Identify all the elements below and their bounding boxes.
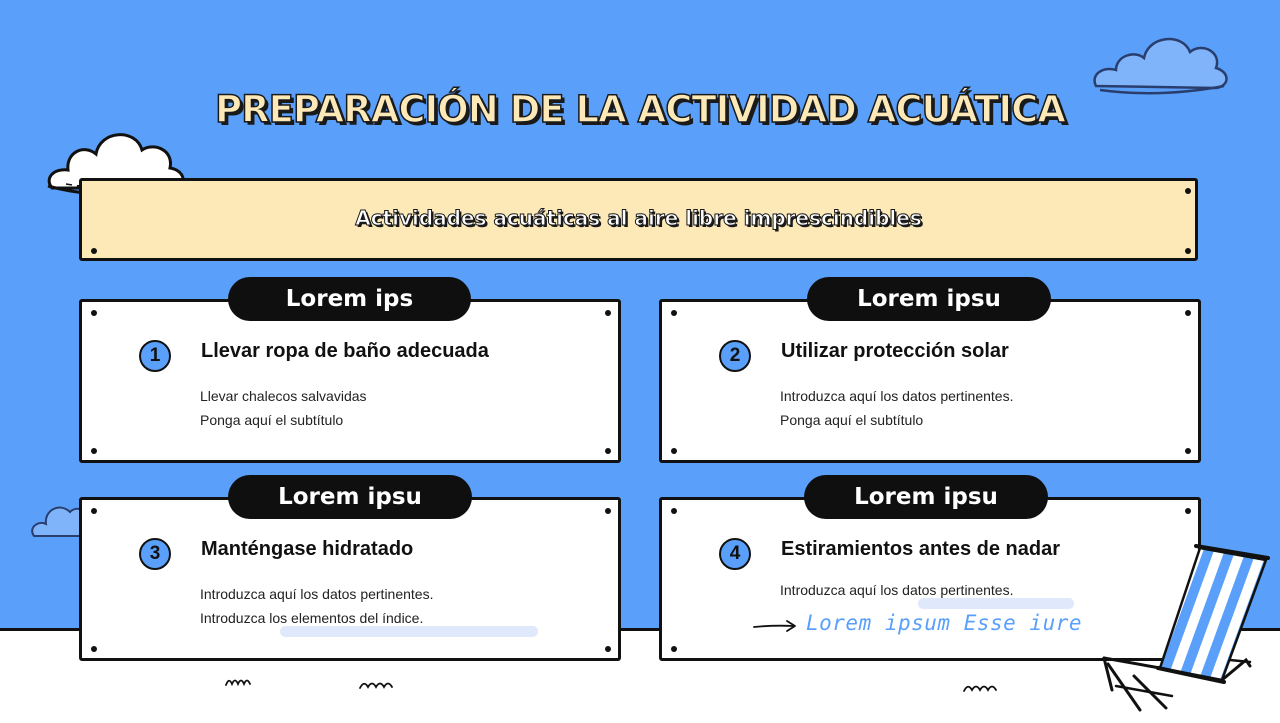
squiggle-icon	[962, 681, 1000, 693]
banner-text: Actividades acuáticas al aire libre imprescindibles	[355, 205, 922, 230]
deck-chair-icon	[1100, 540, 1270, 712]
corner-dot	[671, 310, 677, 316]
card-2	[659, 299, 1201, 463]
card-line: Introduzca los elementos del índice.	[200, 610, 424, 626]
corner-dot	[1185, 310, 1191, 316]
cloud-icon	[1090, 28, 1232, 94]
card-1	[79, 299, 621, 463]
corner-dot	[605, 448, 611, 454]
corner-dot	[91, 310, 97, 316]
step-number: 3	[139, 538, 171, 570]
step-number: 4	[719, 538, 751, 570]
corner-dot	[91, 646, 97, 652]
card-title: Manténgase hidratado	[201, 538, 414, 560]
squiggle-icon	[358, 678, 396, 690]
card-3	[79, 497, 621, 661]
step-number: 2	[719, 340, 751, 372]
card-line: Introduzca aquí los datos pertinentes.	[200, 586, 434, 602]
card-tag: Lorem ipsu	[807, 277, 1051, 321]
page-title: PREPARACIÓN DE LA ACTIVIDAD ACUÁTICA	[215, 88, 1065, 131]
highlight-stroke	[280, 626, 538, 637]
corner-dot	[671, 646, 677, 652]
card-line: Ponga aquí el subtítulo	[200, 412, 344, 428]
card-line: Introduzca aquí los datos pertinentes.	[780, 388, 1014, 404]
card-title: Llevar ropa de baño adecuada	[201, 340, 489, 362]
card-title: Utilizar protección solar	[781, 340, 1009, 362]
corner-dot	[605, 508, 611, 514]
card-line: Introduzca aquí los datos pertinentes.	[780, 582, 1014, 598]
card-tag: Lorem ipsu	[228, 475, 472, 519]
corner-dot	[671, 508, 677, 514]
highlight-stroke	[918, 598, 1074, 609]
corner-dot	[605, 646, 611, 652]
subtitle-banner	[79, 178, 1198, 261]
corner-dot	[91, 508, 97, 514]
corner-dot	[671, 448, 677, 454]
card-tag: Lorem ips	[228, 277, 471, 321]
arrow-icon	[752, 618, 798, 634]
handwritten-note: Lorem ipsum Esse iure	[806, 611, 1083, 635]
corner-dot	[91, 448, 97, 454]
card-line: Llevar chalecos salvavidas	[200, 388, 367, 404]
corner-dot	[605, 310, 611, 316]
card-title: Estiramientos antes de nadar	[781, 538, 1060, 560]
card-line: Ponga aquí el subtítulo	[780, 412, 924, 428]
card-tag: Lorem ipsu	[804, 475, 1048, 519]
squiggle-icon	[224, 675, 252, 687]
step-number: 1	[139, 340, 171, 372]
corner-dot	[1185, 508, 1191, 514]
corner-dot	[1185, 448, 1191, 454]
